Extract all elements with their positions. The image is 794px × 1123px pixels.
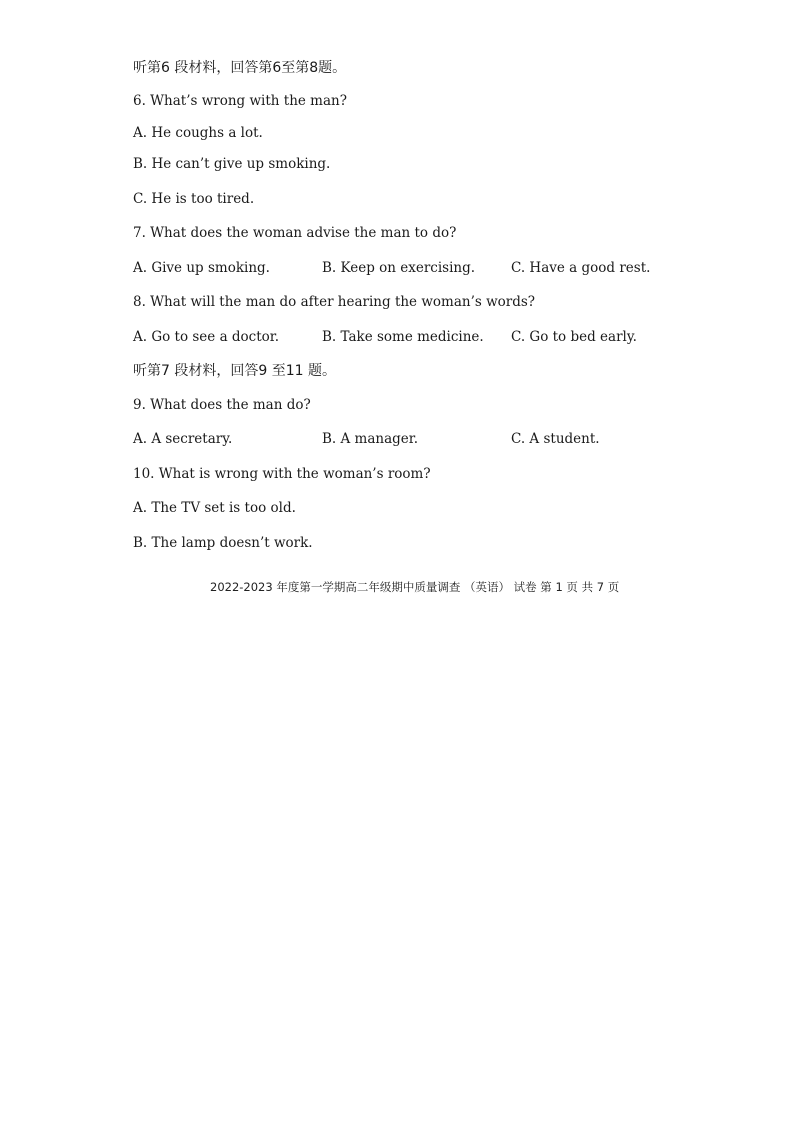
- question-8-stem: 8. What will the man do after hearing the woman’s words?: [133, 294, 536, 310]
- question-9-option-a: A. A secretary.: [133, 431, 233, 447]
- question-8-option-b: B. Take some medicine.: [322, 329, 484, 345]
- question-8-option-c: C. Go to bed early.: [511, 329, 637, 345]
- question-9-option-b: B. A manager.: [322, 431, 419, 447]
- question-6-option-a: A. He coughs a lot.: [133, 125, 263, 141]
- question-7-option-b: B. Keep on exercising.: [322, 260, 476, 276]
- question-6-stem: 6. What’s wrong with the man?: [133, 93, 347, 109]
- question-7-option-c: C. Have a good rest.: [511, 260, 651, 276]
- question-10-stem: 10. What is wrong with the woman’s room?: [133, 466, 431, 482]
- question-9-option-c: C. A student.: [511, 431, 600, 447]
- question-9-options: [133, 430, 693, 448]
- section-heading: 听第6 段材料，回答第6至第8题。: [133, 60, 347, 76]
- question-9-stem: 9. What does the man do?: [133, 397, 311, 413]
- question-7-stem: 7. What does the woman advise the man to do?: [133, 225, 457, 241]
- question-10-option-a: A. The TV set is too old.: [133, 500, 296, 516]
- question-7-option-a: A. Give up smoking.: [133, 260, 270, 276]
- question-8-options: [133, 328, 693, 346]
- section-heading: 听第7 段材料，回答9 至11 题。: [133, 363, 336, 379]
- question-6-option-c: C. He is too tired.: [133, 191, 255, 207]
- question-8-option-a: A. Go to see a doctor.: [133, 329, 280, 345]
- page-footer: 2022-2023 年度第一学期高二年级期中质量调查 （英语） 试卷 第 1 页 共 7 页: [210, 580, 620, 594]
- question-7-options: [133, 259, 693, 277]
- question-6-option-b: B. He can’t give up smoking.: [133, 156, 331, 172]
- question-10-option-b: B. The lamp doesn’t work.: [133, 535, 313, 551]
